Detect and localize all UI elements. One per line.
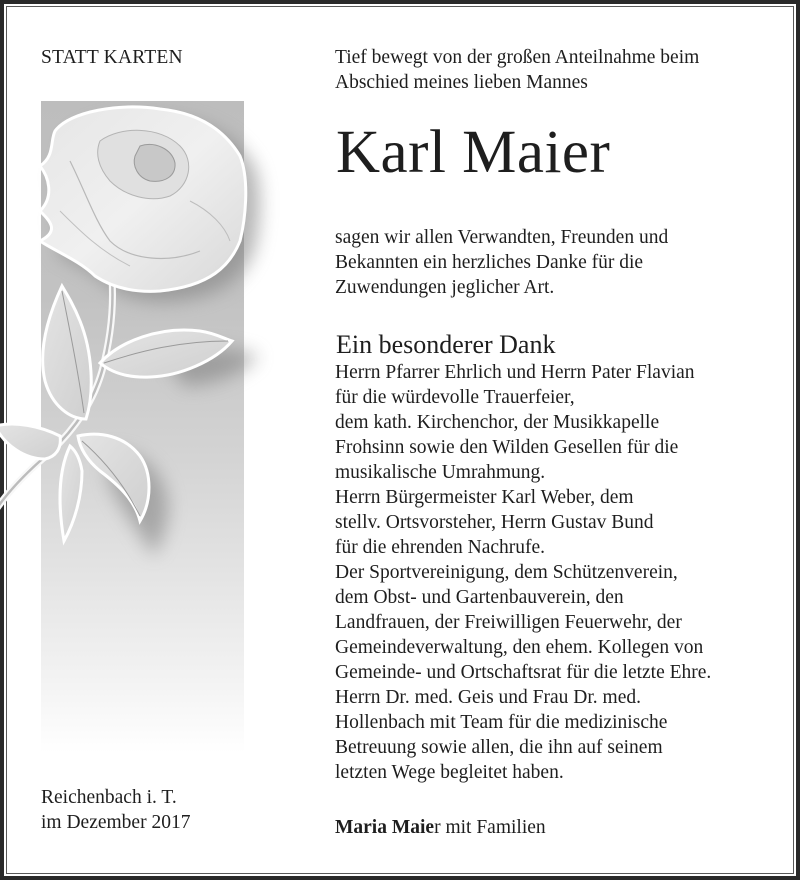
header-statt-karten: STATT KARTEN (41, 47, 183, 68)
thanks-line: Bekannten ein herzliches Danke für die (335, 252, 644, 273)
special-thanks-line: für die würdevolle Trauerfeier, (335, 387, 575, 408)
special-thanks-line: Hollenbach mit Team für die medizinische (335, 712, 668, 733)
special-thanks-heading: Ein besonderer Dank (336, 330, 556, 359)
place-and-date (41, 785, 190, 835)
thanks-line: sagen wir allen Verwandten, Freunden und (335, 227, 669, 248)
special-thanks-line: musikalische Umrahmung. (335, 462, 546, 483)
special-thanks-line: Herrn Bürgermeister Karl Weber, dem (335, 487, 634, 508)
special-thanks-line: Der Sportvereinigung, dem Schützenverein, (335, 562, 678, 583)
special-thanks-line: dem kath. Kirchenchor, der Musikkapelle (335, 412, 660, 433)
special-thanks-line: Gemeindeverwaltung, den ehem. Kollegen von (335, 637, 704, 658)
thanks-line: Zuwendungen jeglicher Art. (335, 277, 555, 298)
date-line: im Dezember 2017 (41, 812, 191, 833)
general-thanks-text (335, 225, 668, 300)
special-thanks-line: Frohsinn sowie den Wilden Gesellen für die (335, 437, 679, 458)
special-thanks-line: Herrn Dr. med. Geis und Frau Dr. med. (335, 687, 641, 708)
special-thanks-line: Gemeinde- und Ortschaftsrat für die letzte Ehre. (335, 662, 712, 683)
deceased-name: Karl Maier (336, 119, 611, 186)
special-thanks-line: dem Obst- und Gartenbauverein, den (335, 587, 624, 608)
special-thanks-line: Betreuung sowie allen, die ihn auf seinem (335, 737, 663, 758)
rose-icon (0, 101, 320, 581)
special-thanks-line: Landfrauen, der Freiwilligen Feuerwehr, der (335, 612, 682, 633)
special-thanks-line: Herrn Pfarrer Ehrlich und Herrn Pater Flavian (335, 362, 695, 383)
signature-regular: r mit Familien (434, 817, 546, 838)
special-thanks-line: für die ehrenden Nachrufe. (335, 537, 546, 558)
special-thanks-text (335, 360, 711, 785)
signature-bold: Maria Maie (335, 817, 435, 838)
place-line: Reichenbach i. T. (41, 787, 177, 808)
intro-text (335, 45, 699, 95)
signature (335, 815, 546, 840)
intro-line: Abschied meines lieben Mannes (335, 72, 588, 93)
special-thanks-line: letzten Wege begleitet haben. (335, 762, 564, 783)
intro-line: Tief bewegt von der großen Anteilnahme beim (335, 47, 700, 68)
special-thanks-line: stellv. Ortsvorsteher, Herrn Gustav Bund (335, 512, 654, 533)
